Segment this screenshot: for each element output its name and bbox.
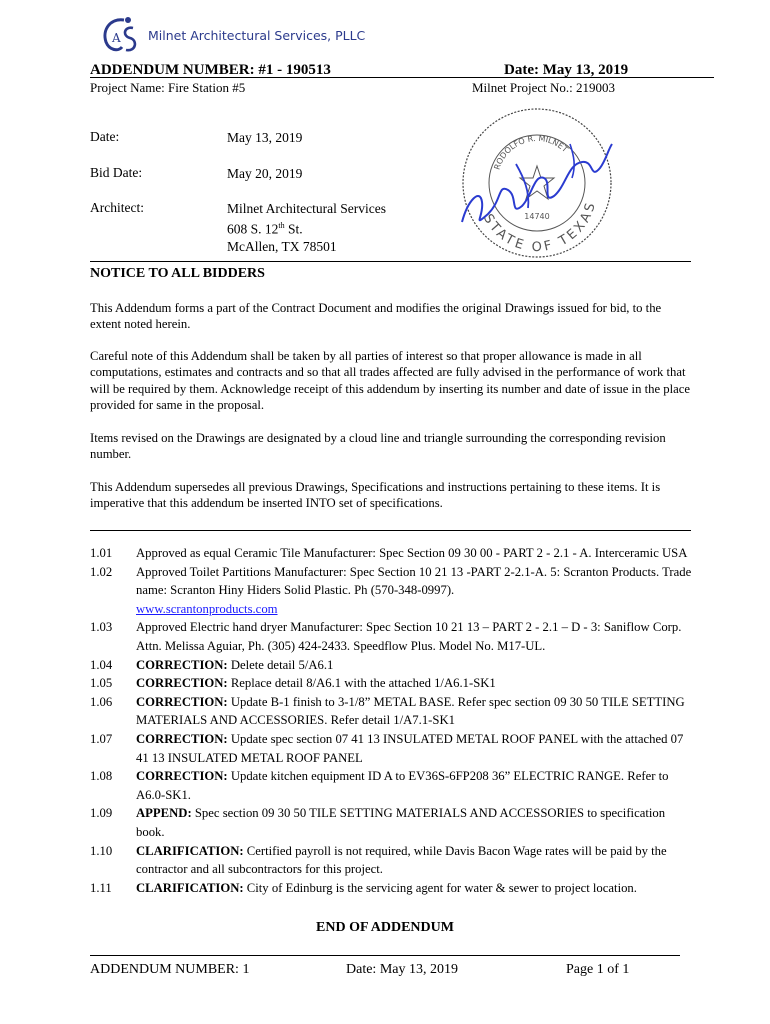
list-item: 1.08 CORRECTION: Update kitchen equipment ID A to EV36S-6FP208 36” ELECTRIC RANGE. Refer to A6.0-SK1. (90, 769, 669, 802)
date-value: May 13, 2019 (227, 130, 303, 145)
end-of-addendum: END OF ADDENDUM (316, 920, 454, 935)
section-divider (90, 261, 691, 262)
list-item: 1.10 CLARIFICATION: Certified payroll is not required, while Davis Bacon Wage rates will be paid by the contractor and all subcontractors for this project. (90, 843, 667, 877)
section-divider (90, 530, 691, 531)
list-item: 1.03 Approved Electric hand dryer Manufacturer: Spec Section 10 21 13 – PART 2 - 2.1 – D - 3: Saniflow Corp. Attn. Melissa Aguiar, Ph. (305) 424-2433. Speedflow Plus. Model No. M17-UL. (90, 620, 682, 653)
footer-date: Date: May 13, 2019 (346, 962, 458, 977)
list-item: 1.07 CORRECTION: Update spec section 07 41 13 INSULATED METAL ROOF PANEL with the attached 07 41 13 INSULATED METAL ROOF PANEL (90, 731, 684, 765)
footer-page-number: Page 1 of 1 (566, 962, 630, 977)
list-item: 1.11 CLARIFICATION: City of Edinburg is the servicing agent for water & sewer to project location. (90, 880, 637, 895)
notice-paragraph: This Addendum forms a part of the Contract Document and modifies the original Drawings issued for bid, to the extent noted herein. (90, 301, 662, 332)
seal-top-text (458, 104, 616, 108)
architect-seal (458, 104, 616, 262)
seal-number: 14740 (524, 212, 550, 221)
svg-text:RODOLFO R. MILNET (492, 134, 569, 171)
bid-date-label: Bid Date: (90, 165, 143, 180)
seal-bottom-text: STATE OF TEXAS (479, 198, 600, 256)
architect-address (227, 200, 386, 255)
architect-city: McAllen, TX 78501 (227, 238, 337, 254)
architect-name: Milnet Architectural Services (227, 201, 386, 216)
header-rule (90, 77, 714, 78)
list-item: 1.04 CORRECTION: Delete detail 5/A6.1 (90, 657, 334, 672)
date-label: Date: (90, 129, 120, 144)
firm-name: Milnet Architectural Services, PLLC (148, 28, 366, 43)
architect-street: 608 S. 12th St. (227, 221, 303, 237)
scranton-link[interactable]: www.scrantonproducts.com (136, 601, 278, 616)
seal-name: RODOLFO R. MILNET (492, 133, 570, 171)
list-item: 1.01 Approved as equal Ceramic Tile Manufacturer: Spec Section 09 30 00 - PART 2 - 2.1 - A. Interceramic USA (90, 546, 688, 560)
project-name: Project Name: Fire Station #5 (90, 80, 246, 95)
list-item: 1.09 APPEND: Spec section 09 30 50 TILE SETTING MATERIALS AND ACCESSORIES to specification book. (90, 806, 666, 839)
addendum-number-heading: ADDENDUM NUMBER: #1 - 190513 (90, 62, 331, 78)
svg-text:STATE OF TEXAS (480, 199, 599, 255)
svg-text:A: A (112, 31, 121, 45)
architect-label: Architect: (90, 200, 144, 215)
notice-paragraph: Careful note of this Addendum shall be taken by all parties of interest so that proper allowance is made in all computations, estimates and contracts and so that all trades affected are fully advised in the performance of work that will be required by them. Acknowledge receipt of this addendum by inserting its number and date of issue in the place provided for same in the proposal. (90, 349, 691, 413)
firm-logo-icon (100, 14, 140, 58)
addendum-items-list (90, 544, 692, 897)
addendum-date-heading: Date: May 13, 2019 (504, 62, 629, 78)
notice-paragraph: This Addendum supersedes all previous Drawings, Specifications and instructions pertaining to these items. It is imperative that this addendum be inserted INTO set of specifications. (90, 480, 661, 511)
bid-date-value: May 20, 2019 (227, 166, 303, 181)
list-item: 1.02 Approved Toilet Partitions Manufacturer: Spec Section 10 21 13 -PART 2-2.1-A. 5: Scranton Products. Trade name: Scranton Hiny Hiders Solid Plastic. Ph (570-348-0997). www.scrantonproducts.com (90, 564, 692, 616)
footer-addendum-number: ADDENDUM NUMBER: 1 (90, 962, 250, 977)
footer-rule (90, 955, 680, 956)
milnet-project-number: Milnet Project No.: 219003 (472, 80, 615, 95)
list-item: 1.06 CORRECTION: Update B-1 finish to 3-1/8” METAL BASE. Refer spec section 09 30 50 TILE SETTING MATERIALS AND ACCESSORIES. Refer detail 1/A7.1-SK1 (90, 694, 685, 728)
notice-paragraph: Items revised on the Drawings are designated by a cloud line and triangle surrounding the corresponding revision number. (90, 431, 666, 462)
list-item: 1.05 CORRECTION: Replace detail 8/A6.1 with the attached 1/A6.1-SK1 (90, 676, 496, 691)
notice-heading: NOTICE TO ALL BIDDERS (90, 266, 265, 281)
